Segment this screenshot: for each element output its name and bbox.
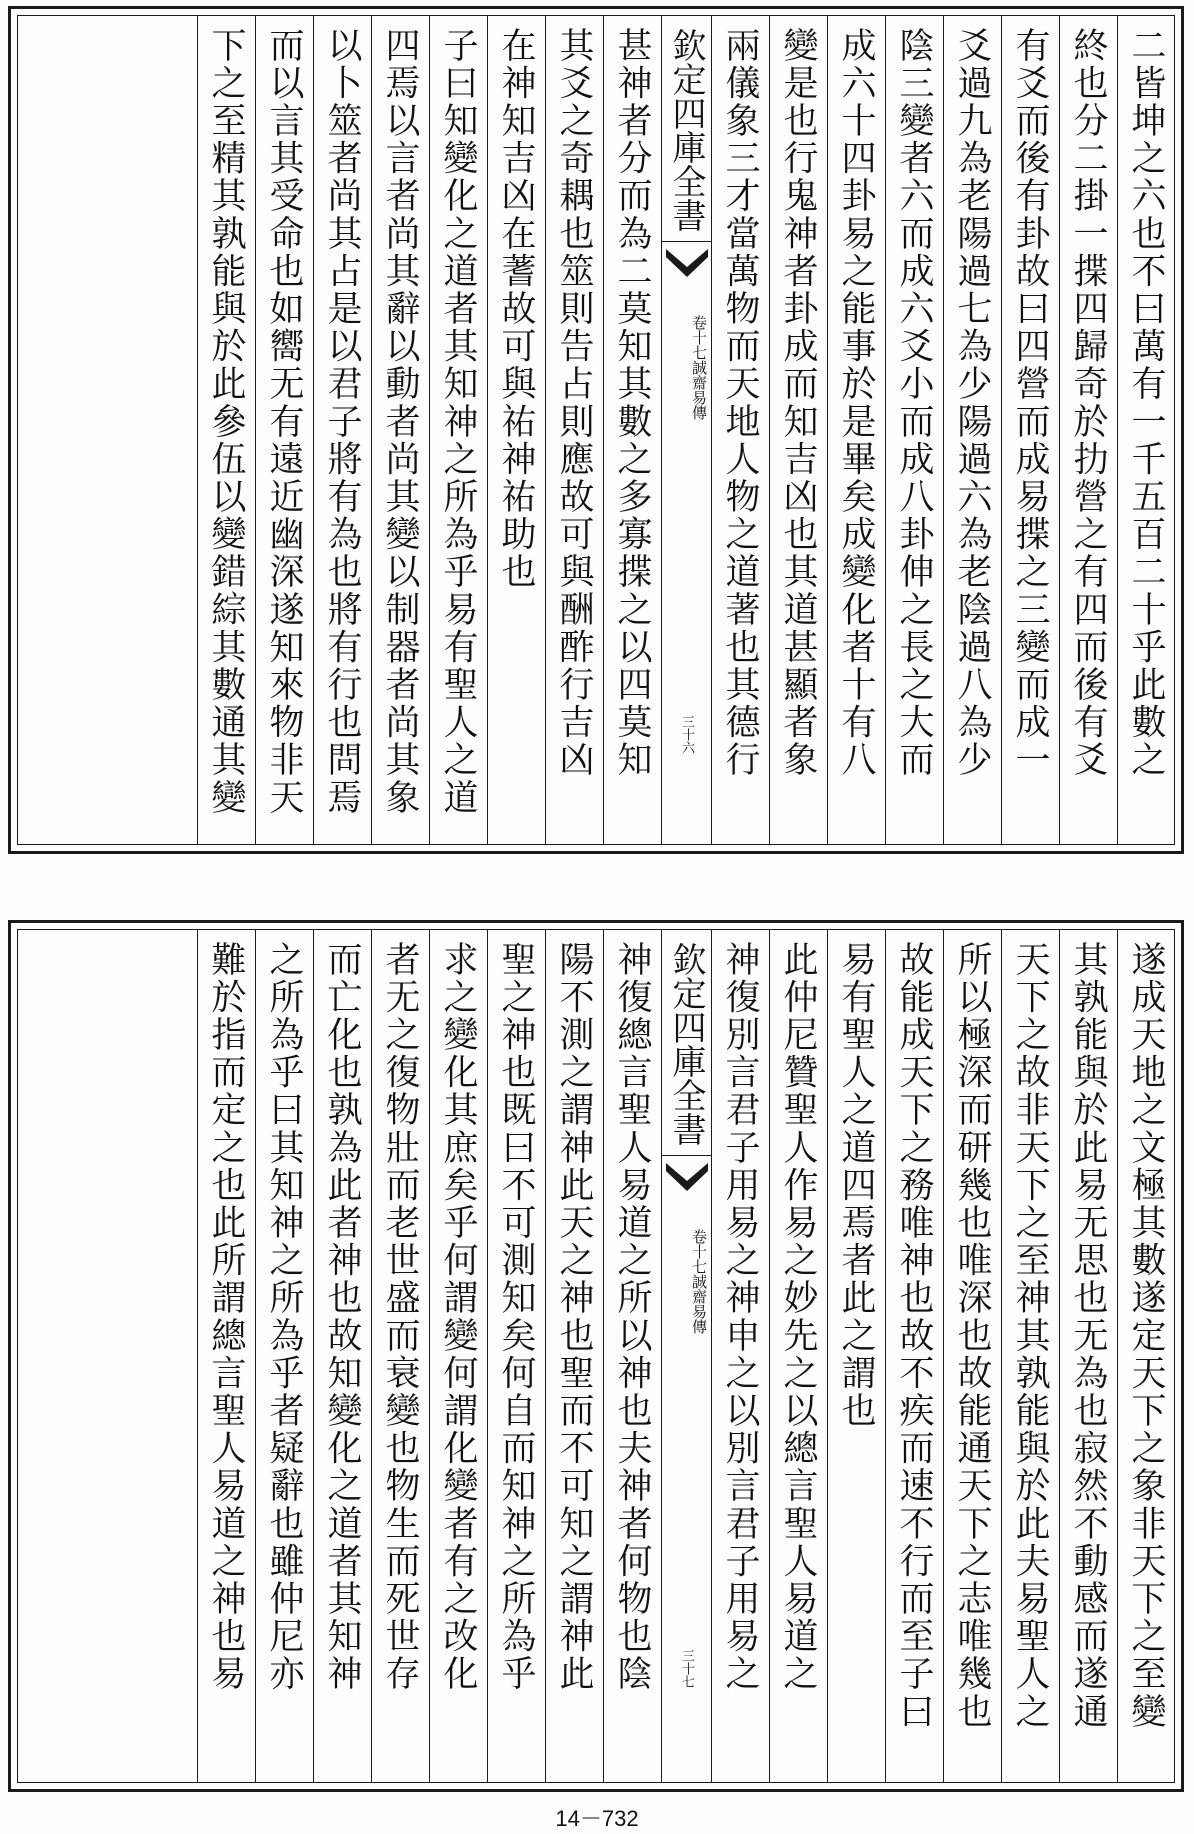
text-column: 四焉以言者尚其辭以動者尚其變以制器者尚其象 xyxy=(371,15,429,845)
center-fold-banner xyxy=(661,929,711,1783)
text-column: 有爻而後有卦故曰四營而成易揲之三變而成一 xyxy=(1001,15,1059,845)
book-title: 欽定四庫全書 xyxy=(662,19,711,242)
text-column: 兩儀象三才當萬物而天地人物之道著也其德行 xyxy=(711,15,769,845)
text-column: 聖之神也既曰不可測知矣何自而知神之所為乎 xyxy=(487,929,545,1783)
text-column: 求之變化其庶矣乎何謂變何謂化變者有之改化 xyxy=(429,929,487,1783)
text-column: 故能成天下之務唯神也故不疾而速不行而至子曰 xyxy=(885,929,943,1783)
text-column: 之所為乎曰其知神之所為乎者疑辭也雖仲尼亦 xyxy=(255,929,313,1783)
chapter-name: 卷十七 xyxy=(690,1229,708,1274)
folio-number: 三十七 xyxy=(679,1649,694,1688)
text-column: 在神知吉凶在蓍故可與祐神祐助也 xyxy=(487,15,545,845)
text-column: 爻過九為老陽過七為少陽過六為老陰過八為少 xyxy=(943,15,1001,845)
page-number: 14－732 xyxy=(555,1806,639,1831)
center-fold-banner xyxy=(661,15,711,845)
book-name: 誠齋易傳 xyxy=(690,360,708,420)
chapter-name: 卷十七 xyxy=(690,315,708,360)
text-column: 甚神者分而為二莫知其數之多寡揲之以四莫知 xyxy=(603,15,661,845)
text-column: 遂成天地之文極其數遂定天下之象非天下之至變 xyxy=(1117,929,1175,1783)
folio-number: 三十六 xyxy=(679,715,694,754)
text-column: 神復總言聖人易道之所以神也夫神者何物也陰 xyxy=(603,929,661,1783)
text-column: 陽不測之謂神此天之神也聖而不可知之謂神此 xyxy=(545,929,603,1783)
text-column: 易有聖人之道四焉者此之謂也 xyxy=(827,929,885,1783)
text-column: 陰三變者六而成六爻小而成八卦伸之長之大而 xyxy=(885,15,943,845)
text-column: 神復別言君子用易之神申之以別言君子用易之 xyxy=(711,929,769,1783)
text-column: 其爻之奇耦也筮則告占則應故可與酬酢行吉凶 xyxy=(545,15,603,845)
text-column: 終也分二掛一揲四歸奇於扐營之有四而後有爻 xyxy=(1059,15,1117,845)
text-column: 下之至精其孰能與於此參伍以變錯綜其數通其變 xyxy=(197,15,255,845)
upper-book-page xyxy=(8,6,1184,854)
text-column: 成六十四卦易之能事於是畢矣成變化者十有八 xyxy=(827,15,885,845)
lower-book-page xyxy=(8,920,1184,1792)
fish-tail-ornament-icon xyxy=(666,1159,708,1199)
volume-subtitle xyxy=(662,1229,711,1334)
text-column: 二皆坤之六也不曰萬有一千五百二十乎此數之 xyxy=(1117,15,1175,845)
text-column: 天下之故非天下之至神其孰能與於此夫易聖人之 xyxy=(1001,929,1059,1783)
text-column: 者无之復物壯而老世盛而衰變也物生而死世存 xyxy=(371,929,429,1783)
fish-tail-ornament-icon xyxy=(666,245,708,285)
text-column: 難於指而定之也此所謂總言聖人易道之神也易 xyxy=(197,929,255,1783)
text-column: 而亡化也孰為此者神也故知變化之道者其知神 xyxy=(313,929,371,1783)
text-column: 此仲尼贊聖人作易之妙先之以總言聖人易道之 xyxy=(769,929,827,1783)
volume-subtitle xyxy=(662,315,711,420)
text-column: 而以言其受命也如嚮无有遠近幽深遂知來物非天 xyxy=(255,15,313,845)
book-name: 誠齋易傳 xyxy=(690,1274,708,1334)
text-column: 以卜筮者尚其占是以君子將有為也將有行也問焉 xyxy=(313,15,371,845)
book-title: 欽定四庫全書 xyxy=(662,933,711,1156)
text-column: 變是也行鬼神者卦成而知吉凶也其道甚顯者象 xyxy=(769,15,827,845)
text-column: 子曰知變化之道者其知神之所為乎易有聖人之道 xyxy=(429,15,487,845)
text-column: 所以極深而研幾也唯深也故能通天下之志唯幾也 xyxy=(943,929,1001,1783)
text-column: 其孰能與於此易无思也无為也寂然不動感而遂通 xyxy=(1059,929,1117,1783)
